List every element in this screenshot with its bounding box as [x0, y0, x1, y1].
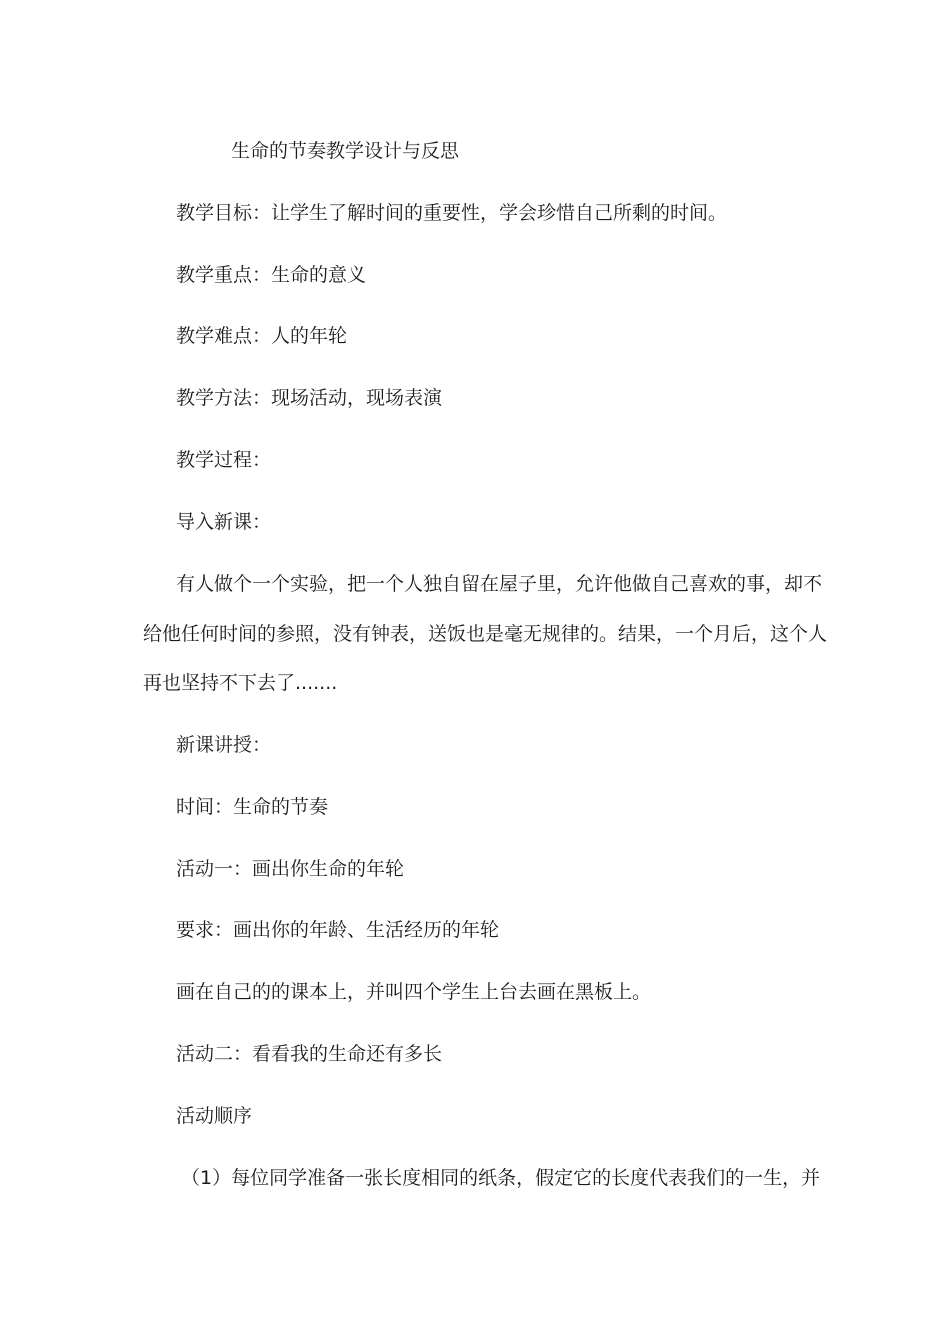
- teaching-goal: 教学目标：让学生了解时间的重要性，学会珍惜自己所剩的时间。: [176, 202, 728, 224]
- document-title: 生命的节奏教学设计与反思: [231, 140, 460, 162]
- section-heading: 时间：生命的节奏: [176, 796, 329, 818]
- teaching-focus: 教学重点：生命的意义: [176, 264, 367, 286]
- numbered-step-line: （1）每位同学准备一张长度相同的纸条，假定它的长度代表我们的一生，并: [181, 1167, 821, 1189]
- new-lesson-heading: 新课讲授：: [176, 734, 272, 756]
- requirement: 要求：画出你的年龄、生活经历的年轮: [176, 919, 500, 941]
- teaching-method: 教学方法：现场活动，现场表演: [176, 387, 443, 409]
- activity-order-heading: 活动顺序: [176, 1105, 253, 1127]
- paragraph-line: 有人做个一个实验，把一个人独自留在屋子里，允许他做自己喜欢的事，却不: [176, 573, 823, 595]
- activity-one: 活动一：画出你生命的年轮: [176, 858, 405, 880]
- teaching-process-heading: 教学过程：: [176, 449, 272, 471]
- teaching-difficulty: 教学难点：人的年轮: [176, 325, 348, 347]
- activity-two: 活动二：看看我的生命还有多长: [176, 1043, 443, 1065]
- paragraph-line: 再也坚持不下去了.......: [143, 672, 338, 694]
- instruction-line: 画在自己的的课本上，并叫四个学生上台去画在黑板上。: [176, 981, 652, 1003]
- intro-heading: 导入新课：: [176, 511, 272, 533]
- paragraph-line: 给他任何时间的参照，没有钟表，送饭也是毫无规律的。结果，一个月后，这个人: [143, 623, 828, 645]
